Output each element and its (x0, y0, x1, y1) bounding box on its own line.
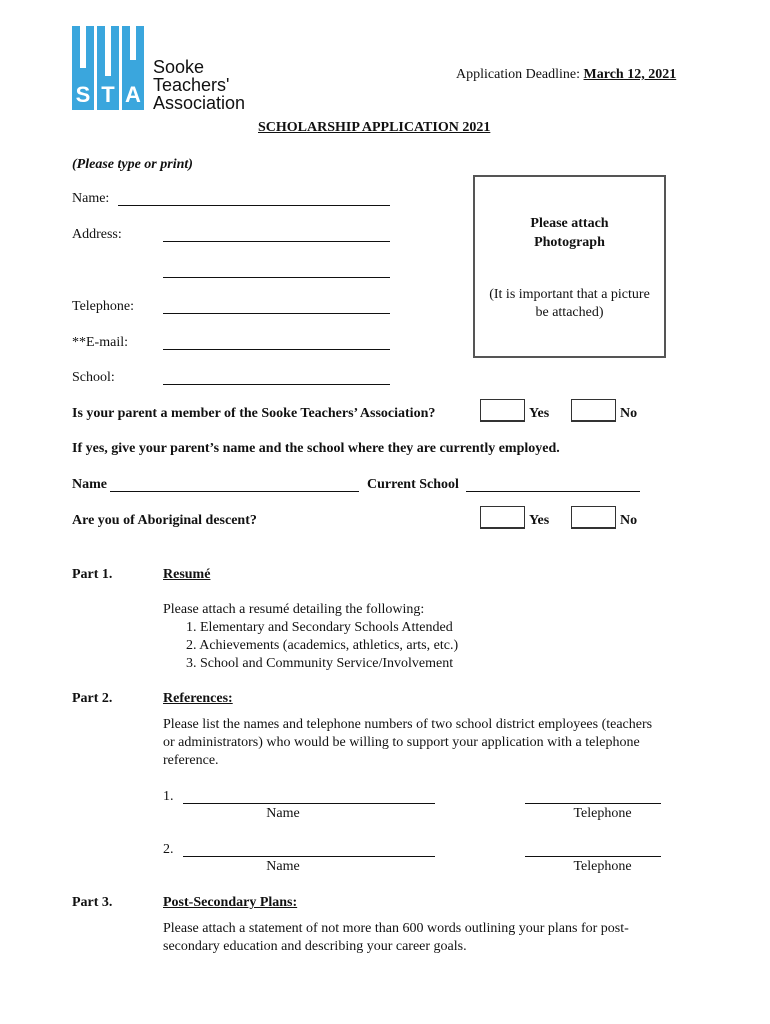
ref1-telephone-field[interactable] (525, 803, 661, 804)
photo-title-1: Please attach (530, 216, 609, 231)
part2-heading: References: (163, 691, 233, 706)
ref1-name-caption: Name (266, 806, 300, 821)
photo-note-1: (It is important that a picture (489, 287, 650, 302)
ref2-telephone-caption: Telephone (573, 859, 632, 874)
photo-box[interactable] (473, 175, 666, 358)
parent-followup: If yes, give your parent’s name and the school where they are currently employed. (72, 441, 560, 456)
ref2-name-caption: Name (266, 859, 300, 874)
deadline (456, 67, 676, 83)
aboriginal-question: Are you of Aboriginal descent? (72, 513, 257, 528)
aboriginal-yes-checkbox[interactable] (480, 506, 525, 529)
logo-letter-t: T (101, 82, 115, 107)
part2-text-2: or administrators) who would be willing to support your application with a telephone (163, 735, 640, 750)
parent-yes-label: Yes (529, 406, 550, 421)
part3-label: Part 3. (72, 895, 113, 910)
aboriginal-no-checkbox[interactable] (571, 506, 616, 529)
ref2-telephone-field[interactable] (525, 856, 661, 857)
current-school-field[interactable] (466, 491, 640, 492)
part1-item-1: 1. Elementary and Secondary Schools Attended (186, 620, 453, 635)
page-title: SCHOLARSHIP APPLICATION 2021 (258, 120, 491, 135)
part1-label: Part 1. (72, 567, 113, 582)
logo-text-line3: Association (153, 93, 246, 113)
instruction: (Please type or print) (72, 157, 193, 172)
photo-title-2: Photograph (534, 235, 605, 250)
ref1-number: 1. (163, 789, 174, 804)
deadline-label: Application Deadline: (456, 67, 581, 82)
part2-label: Part 2. (72, 691, 113, 706)
parent-name-label: Name (72, 477, 107, 492)
logo-notch-2 (105, 26, 111, 76)
email-label: **E-mail: (72, 335, 128, 350)
school-field[interactable] (163, 384, 390, 385)
parent-no-checkbox[interactable] (571, 399, 616, 422)
part2-text-3: reference. (163, 753, 219, 768)
parent-question: Is your parent a member of the Sooke Teachers’ Association? (72, 406, 436, 421)
part1-intro: Please attach a resumé detailing the following: (163, 602, 425, 617)
part2-text-1: Please list the names and telephone numbers of two school district employees (teachers (163, 717, 653, 732)
aboriginal-no-label: No (620, 513, 638, 528)
logo-notch-1 (80, 26, 86, 68)
logo-text-line2: Teachers' (153, 75, 230, 95)
part1-item-3: 3. School and Community Service/Involvement (186, 656, 454, 671)
logo-letter-s: S (75, 82, 91, 107)
logo-text-line1: Sooke (153, 57, 205, 77)
address-field-1[interactable] (163, 241, 390, 242)
deadline-date: March 12, 2021 (583, 67, 677, 82)
part3-text-2: secondary education and describing your career goals. (163, 939, 467, 954)
telephone-field[interactable] (163, 313, 390, 314)
part1-heading: Resumé (163, 567, 211, 582)
ref2-name-field[interactable] (183, 856, 435, 857)
ref2-number: 2. (163, 842, 174, 857)
part3-heading: Post-Secondary Plans: (163, 895, 298, 910)
part1-item-2: 2. Achievements (academics, athletics, arts, etc.) (186, 638, 459, 653)
logo-notch-3 (130, 26, 136, 60)
photo-note-2: be attached) (535, 305, 604, 320)
parent-yes-checkbox[interactable] (480, 399, 525, 422)
current-school-label: Current School (367, 477, 459, 492)
part3-text-1: Please attach a statement of not more than 600 words outlining your plans for post- (163, 921, 629, 936)
email-field[interactable] (163, 349, 390, 350)
parent-name-field[interactable] (110, 491, 359, 492)
name-label: Name: (72, 191, 110, 206)
address-field-2[interactable] (163, 277, 390, 278)
parent-no-label: No (620, 406, 638, 421)
ref1-telephone-caption: Telephone (573, 806, 632, 821)
school-label: School: (72, 370, 115, 385)
address-label: Address: (72, 227, 122, 242)
telephone-label: Telephone: (72, 299, 134, 314)
name-field[interactable] (118, 205, 390, 206)
logo-letter-a: A (125, 82, 141, 107)
aboriginal-yes-label: Yes (529, 513, 550, 528)
ref1-name-field[interactable] (183, 803, 435, 804)
